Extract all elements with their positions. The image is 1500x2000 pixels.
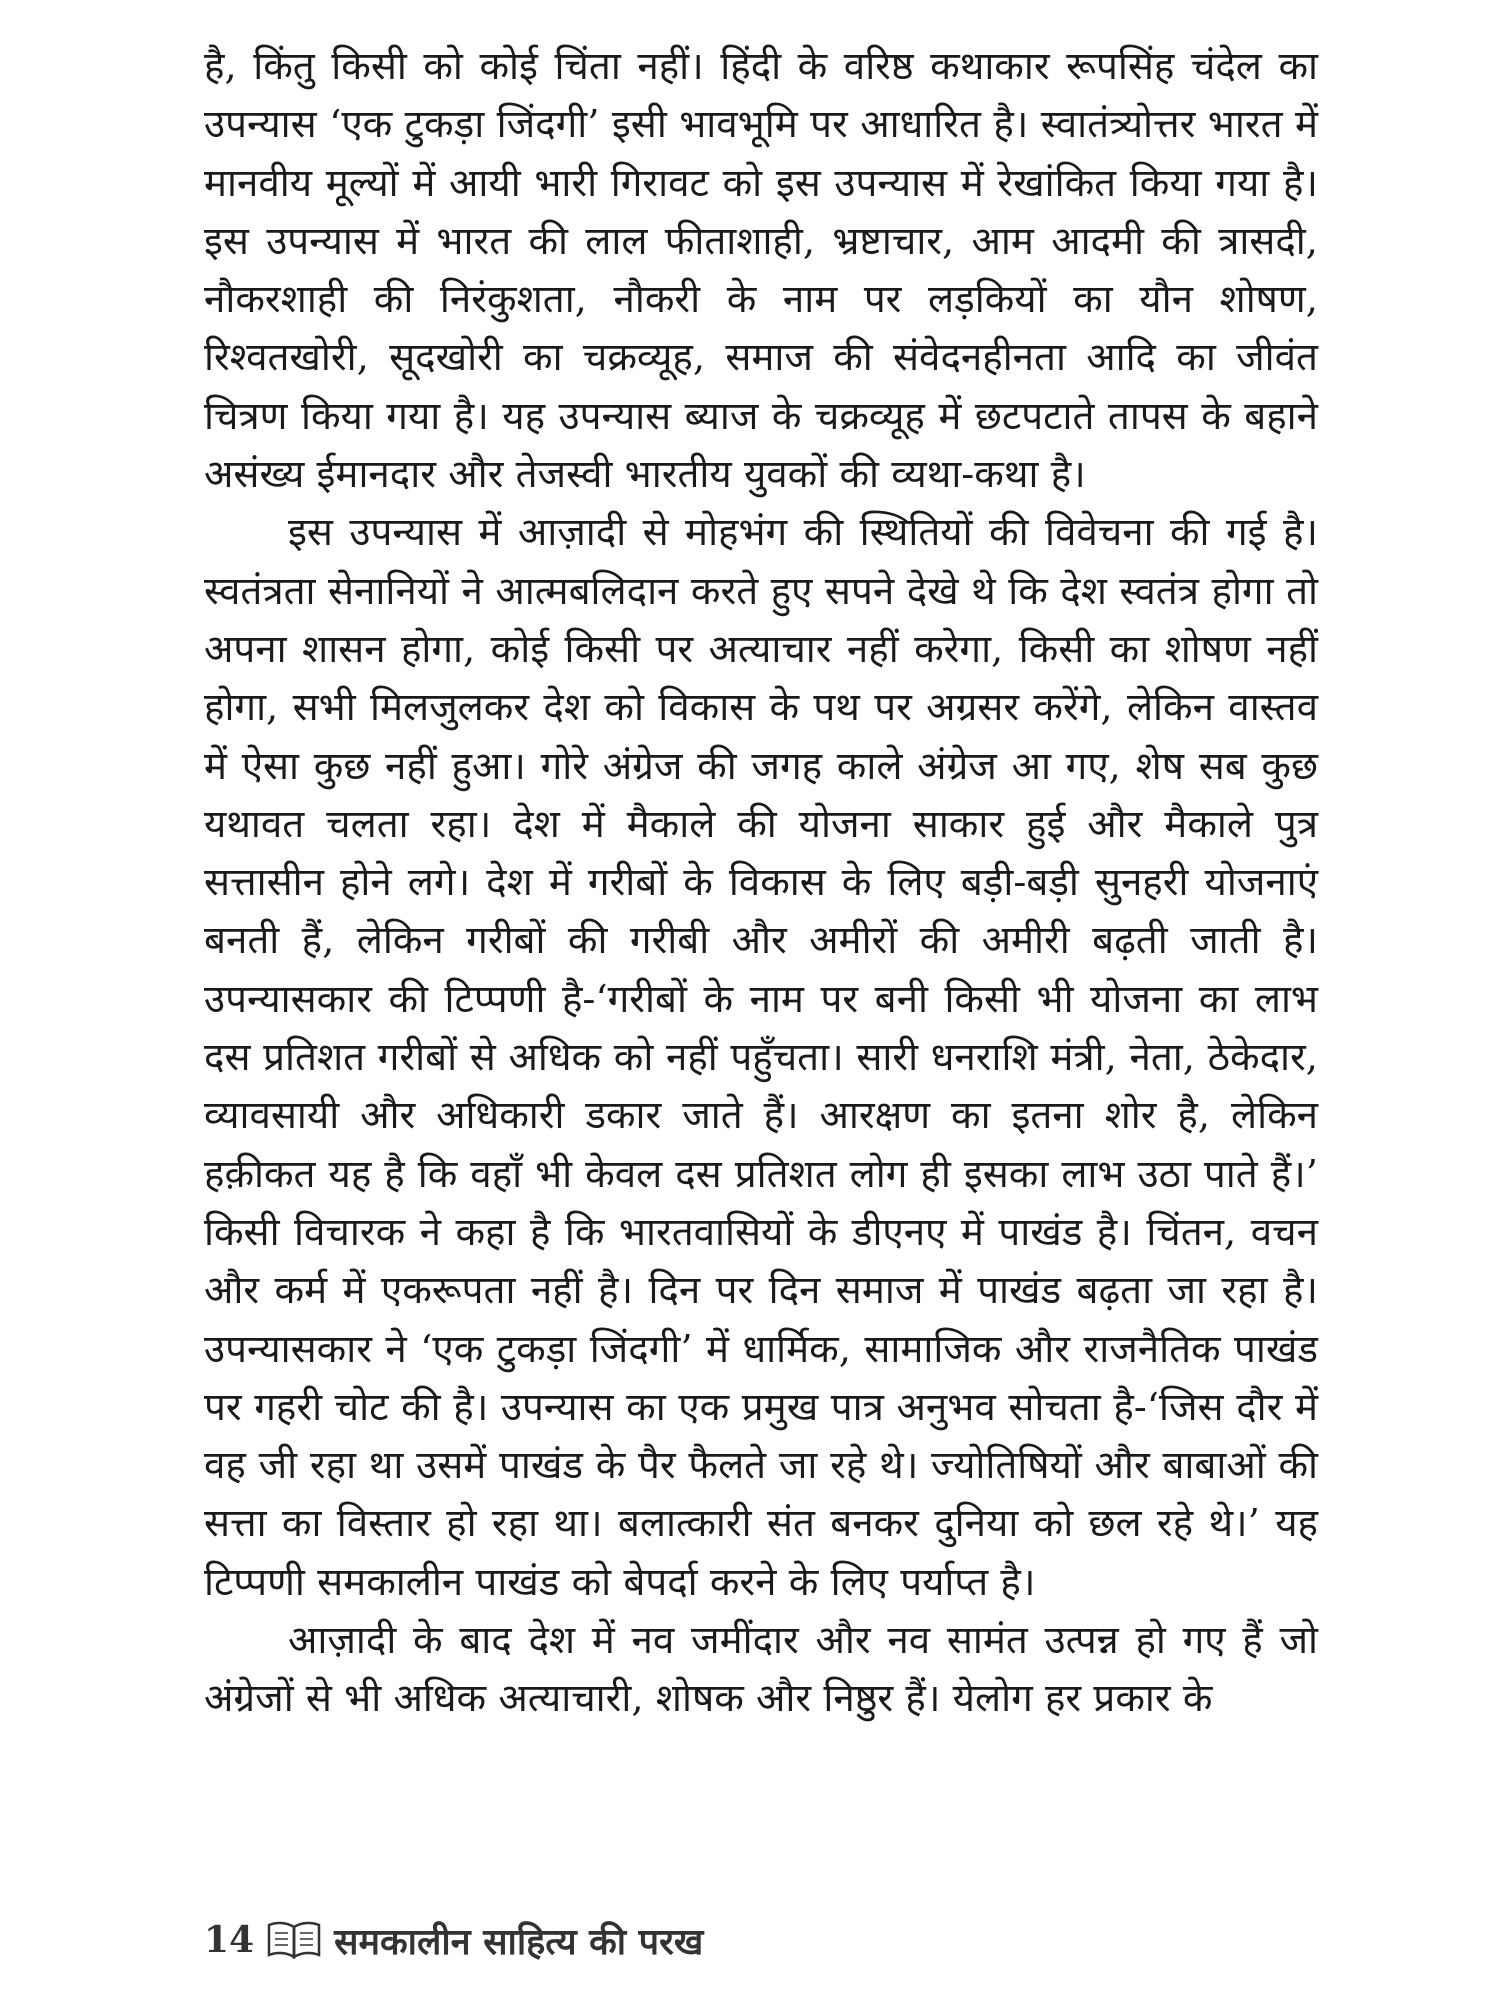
book-title: समकालीन साहित्य की परख: [334, 1920, 704, 1963]
page-footer: [204, 1910, 703, 1970]
paragraph-3: आज़ादी के बाद देश में नव जमींदार और नव सामंत उत्पन्न हो गए हैं जो अंग्रेजों से भी अधिक अत्याचारी, शोषक और निष्ठुर हैं। येलोग हर प्रकार के: [204, 1618, 1318, 1722]
paragraph-2: इस उपन्यास में आज़ादी से मोहभंग की स्थितियों की विवेचना की गई है। स्वतंत्रता सेनानियों ने आत्मबलिदान करते हुए सपने देखे थे कि देश स्वतंत्र होगा तो अपना शासन होगा, कोई किसी पर अत्याचार नहीं करेगा, किसी का शोषण नहीं होगा, सभी मिलजुलकर देश को विकास के पथ पर अग्रसर करेंगे, लेकिन वास्तव में ऐसा कुछ नहीं हुआ। गोरे अंग्रेज की जगह काले अंग्रेज आ गए, शेष सब कुछ यथावत चलता रहा। देश में मैकाले की योजना साकार हुई और मैकाले पुत्र सत्तासीन होने लगे। देश में गरीबों के विकास के लिए बड़ी-बड़ी सुनहरी योजनाएं बनती हैं, लेकिन गरीबों की गरीबी और अमीरों की अमीरी बढ़ती जाती है। उपन्यासकार की टिप्पणी है-‘गरीबों के नाम पर बनी किसी भी योजना का लाभ दस प्रतिशत गरीबों से अधिक को नहीं पहुँचता। सारी धनराशि मंत्री, नेता, ठेकेदार, व्यावसायी और अधिकारी डकार जाते हैं। आरक्षण का इतना शोर है, लेकिन हक़ीकत यह है कि वहाँ भी केवल दस प्रतिशत लोग ही इसका लाभ उठा पाते हैं।’ किसी विचारक ने कहा है कि भारतवासियों के डीएनए में पाखंड है। चिंतन, वचन और कर्म में एकरूपता नहीं है। दिन पर दिन समाज में पाखंड बढ़ता जा रहा है। उपन्यासकार ने ‘एक टुकड़ा जिंदगी’ में धार्मिक, सामाजिक और राजनैतिक पाखंड पर गहरी चोट की है। उपन्यास का एक प्रमुख पात्र अनुभव सोचता है-‘जिस दौर में वह जी रहा था उसमें पाखंड के पैर फैलते जा रहे थे। ज्योतिषियों और बाबाओं की सत्ता का विस्तार हो रहा था। बलात्कारी संत बनकर दुनिया को छल रहे थे।’ यह टिप्पणी समकालीन पाखंड को बेपर्दा करने के लिए पर्याप्त है।: [204, 510, 1318, 1605]
body-text: [204, 38, 1318, 1729]
page-number: 14: [204, 1919, 255, 1961]
paragraph-1: है, किंतु किसी को कोई चिंता नहीं। हिंदी के वरिष्ठ कथाकार रूपसिंह चंदेल का उपन्यास ‘एक टुकड़ा जिंदगी’ इसी भावभूमि पर आधारित है। स्वातंत्र्योत्तर भारत में मानवीय मूल्यों में आयी भारी गिरावट को इस उपन्यास में रेखांकित किया गया है। इस उपन्यास में भारत की लाल फीताशाही, भ्रष्टाचार, आम आदमी की त्रासदी, नौकरशाही की निरंकुशता, नौकरी के नाम पर लड़कियों का यौन शोषण, रिश्वतखोरी, सूदखोरी का चक्रव्यूह, समाज की संवेदनहीनता आदि का जीवंत चित्रण किया गया है। यह उपन्यास ब्याज के चक्रव्यूह में छटपटाते तापस के बहाने असंख्य ईमानदार और तेजस्वी भारतीय युवकों की व्यथा-कथा है।: [204, 44, 1318, 498]
open-book-icon: [266, 1919, 322, 1961]
